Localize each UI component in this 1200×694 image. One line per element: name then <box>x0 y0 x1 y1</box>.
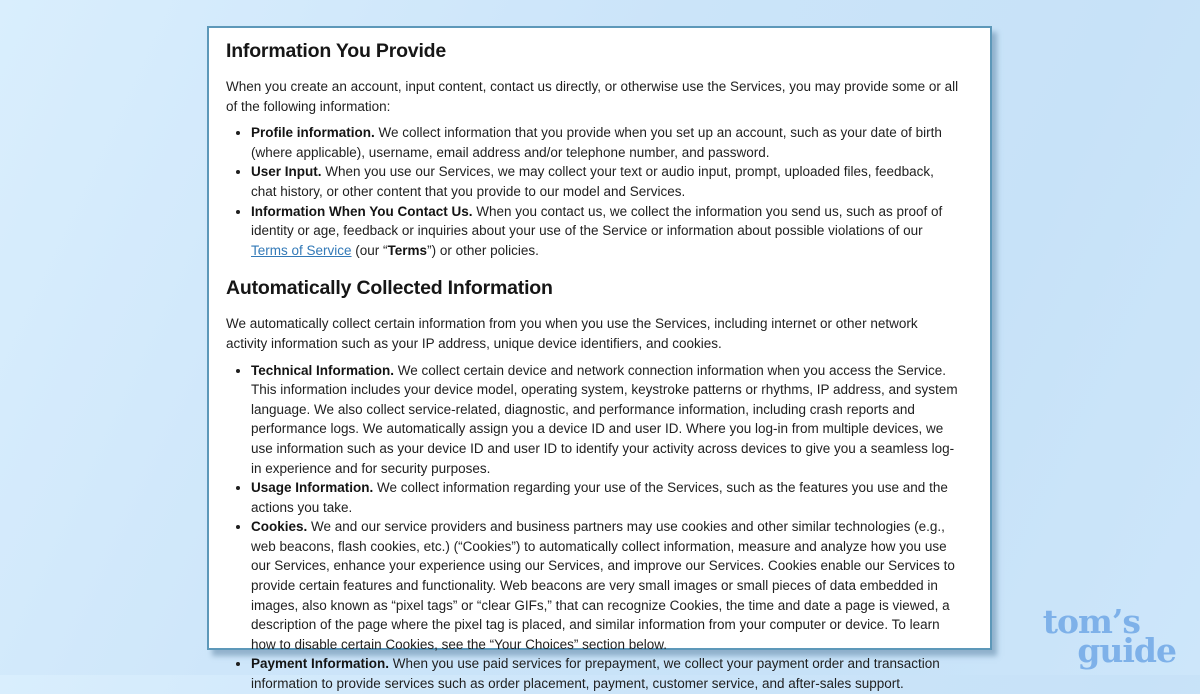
bullet-text: We collect certain device and network connection information when you access the Service. This information includes your device model, operating system, keystroke patterns or rhythms, IP address, and system language. We also collect service-related, diagnostic, and performance information, including crash reports and performance logs. We automatically assign you a device ID and user ID. Where you log-in from multiple devices, we use information such as your device ID and user ID to identify your activity across devices to give you a seamless log-in experience and for security purposes. <box>251 362 958 476</box>
list-item-profile-information <box>251 123 962 162</box>
bullet-lead: Cookies. <box>251 519 308 535</box>
section-intro: We automatically collect certain information from you when you use the Services, including internet or other network activity information such as your IP address, unique device identifiers, and cookies. <box>226 316 918 351</box>
bullet-lead: Payment Information. <box>251 656 390 672</box>
privacy-policy-card <box>207 26 992 692</box>
bullet-text: We collect information that you provide when you set up an account, such as your date of birth (where applicable), username, email address and/or telephone number, and password. <box>251 125 942 160</box>
bullet-text: When you use our Services, we may collect your text or audio input, prompt, uploaded files, feedback, chat history, or other content that you provide to our model and Services. <box>251 164 934 199</box>
toms-guide-logo <box>1042 601 1176 670</box>
bullet-lead: Profile information. <box>251 125 375 141</box>
bullet-text: ”) or other policies. <box>427 242 539 258</box>
bullet-bold-term: Terms <box>387 242 428 258</box>
bullet-text: When you contact us, we collect the information you send us, such as proof of identity or age, feedback or inquiries about your use of the Service or information about possible violations of our <box>251 203 943 239</box>
bullet-text: We and our service providers and business partners may use cookies and other similar technologies (e.g., web beacons, flash cookies, etc.) (“Cookies”) to automatically collect information, measure and analyze how you use our Services, enhance your experience using our Services, and improve our Services. Cookies enable our Services to provide certain features and functionality. Web beacons are very small images or small pieces of data embedded in images, also known as “pixel tags” or “clear GIFs,” that can recognize Cookies, the time and date a page is viewed, a description of the page where the pixel tag is placed, and similar information from your computer or device. To learn how to disable certain Cookies, see the “Your Choices” section below. <box>251 519 955 652</box>
bullet-list <box>226 123 962 260</box>
bullet-lead: Usage Information. <box>251 480 374 496</box>
list-item-usage-information <box>251 478 962 517</box>
section-intro: When you create an account, input content, contact us directly, or otherwise use the Services, you may provide some or all of the following information: <box>226 79 959 114</box>
bullet-text: When you use paid services for prepayment, we collect your payment order and transaction information to provide services such as order placement, payment, customer service, and after-sales support. <box>251 656 940 692</box>
list-item-technical-information <box>251 361 962 479</box>
bullet-text: We collect information regarding your use of the Services, such as the features you use and the actions you take. <box>251 480 948 515</box>
list-item-payment-information <box>251 654 962 693</box>
bullet-text: (our “ <box>351 242 388 258</box>
list-item-user-input <box>251 162 962 201</box>
section-heading-information-you-provide: Information You Provide <box>226 40 447 62</box>
bullet-list <box>226 361 962 694</box>
list-item-cookies <box>251 517 962 654</box>
bullet-lead: Technical Information. <box>251 362 395 378</box>
list-item-information-when-you-contact-us <box>251 202 962 261</box>
toms-guide-logo-line2: guide <box>1077 630 1176 670</box>
toms-guide-logo-line1: tom’s <box>1042 601 1140 641</box>
bullet-lead: User Input. <box>251 164 322 180</box>
section-heading-automatically-collected-information: Automatically Collected Information <box>226 277 553 300</box>
terms-of-service-link[interactable]: Terms of Service <box>251 242 352 258</box>
bullet-lead: Information When You Contact Us. <box>251 203 473 219</box>
